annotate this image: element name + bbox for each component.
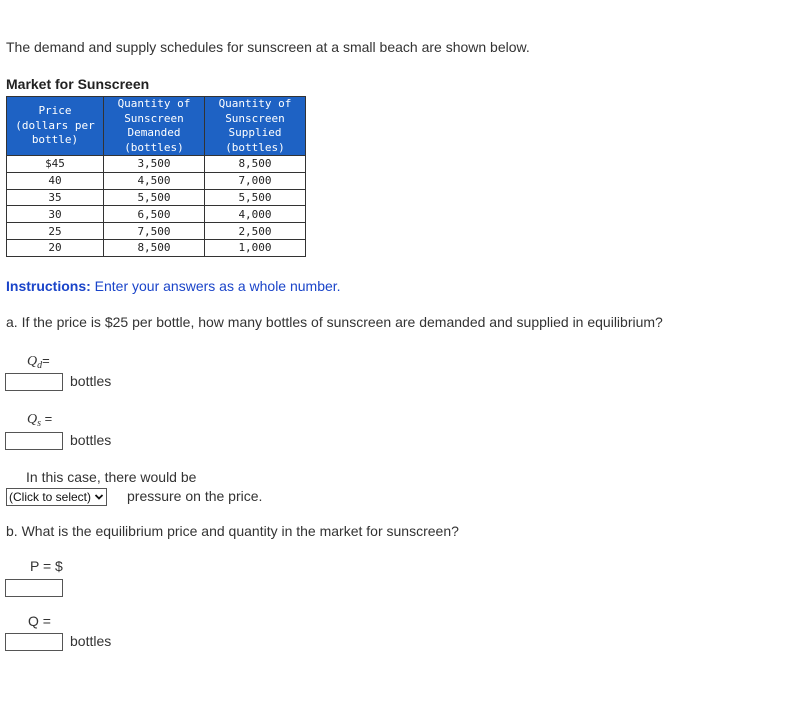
p-input[interactable] xyxy=(5,579,63,597)
q-label: Q = xyxy=(28,613,51,629)
cell-demanded: 4,500 xyxy=(104,172,205,189)
qs-eq: = xyxy=(41,411,53,426)
instructions-label: Instructions: xyxy=(6,278,91,294)
pressure-select-value: (Click to select) xyxy=(9,490,92,504)
header-supplied-line: Supplied xyxy=(228,126,282,139)
cell-price: 40 xyxy=(7,172,104,189)
cell-supplied: 2,500 xyxy=(205,223,306,240)
cell-demanded: 7,500 xyxy=(104,223,205,240)
cell-supplied: 4,000 xyxy=(205,206,306,223)
table-row xyxy=(7,223,306,240)
table-row xyxy=(7,172,306,189)
header-demanded-line: Quantity of xyxy=(117,97,191,110)
cell-supplied: 7,000 xyxy=(205,172,306,189)
cell-price: 25 xyxy=(7,223,104,240)
qd-unit: bottles xyxy=(70,373,112,389)
cell-price: 20 xyxy=(7,239,104,256)
cell-supplied: 5,500 xyxy=(205,189,306,206)
header-supplied xyxy=(205,97,306,156)
table-header-row xyxy=(7,97,306,156)
qs-label xyxy=(27,410,52,429)
header-price xyxy=(7,97,104,156)
header-supplied-line: Sunscreen xyxy=(225,111,285,125)
qs-unit: bottles xyxy=(70,432,112,448)
cell-demanded: 5,500 xyxy=(104,189,205,206)
qs-input[interactable] xyxy=(5,432,63,450)
table-row xyxy=(7,239,306,256)
cell-demanded: 3,500 xyxy=(104,156,205,173)
pressure-select[interactable] xyxy=(6,488,107,506)
case-text: In this case, there would be xyxy=(26,469,197,485)
header-demanded-line: (bottles) xyxy=(124,140,184,154)
cell-demanded: 8,500 xyxy=(104,239,205,256)
qd-input[interactable] xyxy=(5,373,63,391)
chevron-down-icon xyxy=(94,492,104,502)
header-price-line: Price xyxy=(38,104,72,118)
header-supplied-line: (bottles) xyxy=(225,140,285,154)
intro-text: The demand and supply schedules for sunscreen at a small beach are shown below. xyxy=(6,39,530,55)
qd-label xyxy=(27,352,50,371)
header-demanded-line: Sunscreen xyxy=(124,111,184,125)
question-a: a. If the price is $25 per bottle, how many bottles of sunscreen are demanded and supplied in equilibrium? xyxy=(6,314,663,330)
instructions-text: Enter your answers as a whole number. xyxy=(90,278,341,294)
cell-supplied: 1,000 xyxy=(205,239,306,256)
qd-sub: d xyxy=(37,360,43,371)
cell-demanded: 6,500 xyxy=(104,206,205,223)
cell-price: 30 xyxy=(7,206,104,223)
p-label: P = $ xyxy=(30,558,63,574)
qd-var: Q xyxy=(27,354,38,369)
question-b: b. What is the equilibrium price and quantity in the market for sunscreen? xyxy=(6,523,459,539)
header-demanded xyxy=(104,97,205,156)
table-title: Market for Sunscreen xyxy=(6,76,150,92)
cell-price: $45 xyxy=(7,156,104,173)
table-row xyxy=(7,206,306,223)
header-demanded-line: Demanded xyxy=(127,126,181,139)
schedule-table xyxy=(6,96,306,257)
qd-eq: = xyxy=(42,353,50,368)
header-price-line: (dollars per xyxy=(15,118,95,132)
table-row xyxy=(7,156,306,173)
qs-var: Q xyxy=(27,412,38,427)
q-unit: bottles xyxy=(70,633,112,649)
table-row xyxy=(7,189,306,206)
q-input[interactable] xyxy=(5,633,63,651)
instructions xyxy=(6,278,341,294)
after-select-text: pressure on the price. xyxy=(127,488,263,504)
cell-supplied: 8,500 xyxy=(205,156,306,173)
header-price-line: bottle) xyxy=(31,133,79,147)
cell-price: 35 xyxy=(7,189,104,206)
header-supplied-line: Quantity of xyxy=(218,97,292,110)
qs-sub: s xyxy=(37,418,42,429)
